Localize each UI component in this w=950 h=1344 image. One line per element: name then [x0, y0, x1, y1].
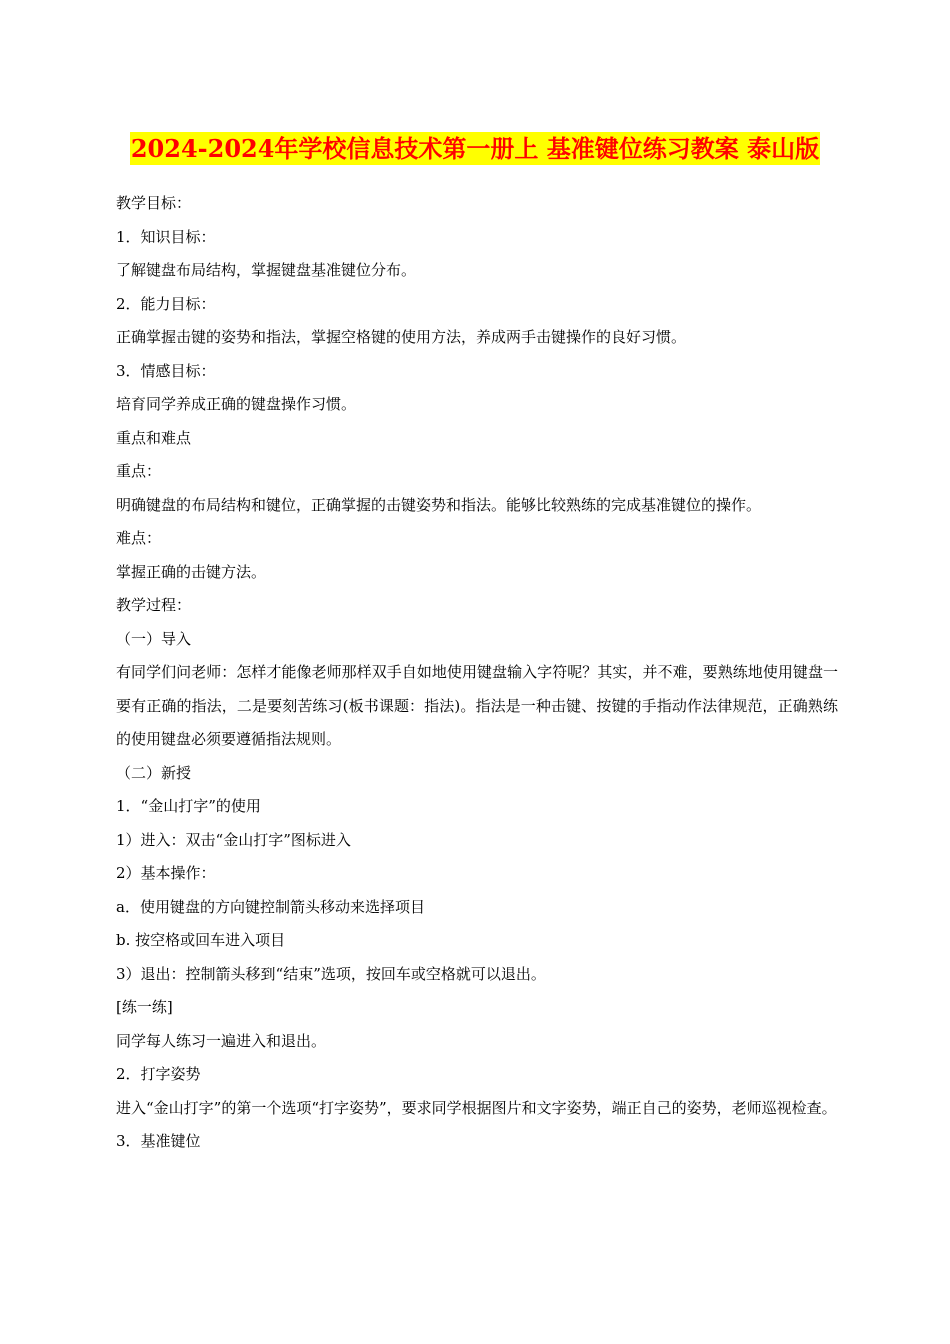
line-key-point: 重点： — [116, 462, 162, 480]
line-practice-text: 同学每人练习一遍进入和退出。 — [116, 1031, 327, 1050]
document-title: 2024-2024年学校信息技术第一册上 基准键位练习教案 泰山版 — [130, 134, 820, 163]
line-key-point-text: 明确键盘的布局结构和键位，正确掌握的击键姿势和指法。能够比较熟练的完成基准键位的操作。 — [116, 495, 762, 514]
line-emotion-goal: 3．情感目标： — [116, 361, 216, 380]
line-jinshan-usage: 1．“金山打字”的使用 — [116, 797, 261, 815]
line-new-lesson-heading: （二）新授 — [116, 763, 192, 782]
line-op-a: a．使用键盘的方向键控制箭头移动来选择项目 — [116, 897, 425, 916]
line-basic-ops: 2）基本操作： — [116, 864, 216, 882]
line-enter: 1）进入：双击“金山打字”图标进入 — [116, 830, 351, 849]
line-teaching-process: 教学过程： — [116, 596, 192, 614]
line-typing-posture: 2．打字姿势 — [116, 1065, 201, 1083]
line-knowledge-text: 了解键盘布局结构，掌握键盘基准键位分布。 — [116, 261, 417, 279]
line-difficult-point-text: 掌握正确的击键方法。 — [116, 562, 267, 581]
line-practice-label: [练一练] — [116, 998, 173, 1016]
line-teaching-goals: 教学目标： — [116, 194, 192, 212]
line-home-keys: 3．基准键位 — [116, 1132, 201, 1150]
line-ability-text: 正确掌握击键的姿势和指法，掌握空格键的使用方法，养成两手击键操作的良好习惯。 — [116, 328, 687, 346]
paragraph-intro: 有同学们问老师：怎样才能像老师那样双手自如地使用键盘输入字符呢？其实，并不难，要熟练地使用键盘一要有正确的指法，二是要刻苦练习(板书课题：指法)。指法是一种击键、按键的手指动作法律规范，正确熟练的使用键盘必须要遵循指法规则。 — [116, 663, 838, 748]
line-emotion-text: 培育同学养成正确的键盘操作习惯。 — [116, 395, 357, 413]
line-exit: 3）退出：控制箭头移到“结束”选项，按回车或空格就可以退出。 — [116, 964, 546, 983]
line-intro-heading: （一）导入 — [116, 629, 192, 648]
title-wrap — [0, 132, 950, 165]
line-ability-goal: 2．能力目标： — [116, 294, 216, 313]
line-difficult-point: 难点： — [116, 529, 162, 547]
line-key-and-difficult: 重点和难点 — [116, 428, 192, 447]
line-op-b: b. 按空格或回车进入项目 — [116, 931, 286, 949]
document-body — [116, 187, 838, 1159]
line-knowledge-goal: 1．知识目标： — [116, 227, 216, 246]
paragraph-posture: 进入“金山打字”的第一个选项“打字姿势”，要求同学根据图片和文字姿势，端正自己的姿势，老师巡视检查。 — [116, 1098, 837, 1117]
